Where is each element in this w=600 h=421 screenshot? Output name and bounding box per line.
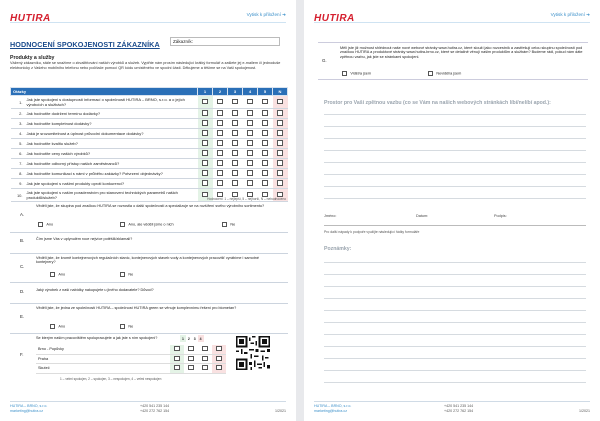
- checkbox-icon[interactable]: [232, 180, 237, 185]
- checkbox-icon[interactable]: [217, 120, 222, 125]
- rating-cell[interactable]: [243, 149, 258, 159]
- checkbox-icon[interactable]: [217, 160, 222, 165]
- table-row: [36, 345, 226, 354]
- rating-cell[interactable]: [228, 159, 243, 169]
- checkbox-icon[interactable]: [188, 356, 193, 361]
- checkbox-icon[interactable]: [222, 222, 227, 227]
- row-number: 1.: [11, 96, 25, 109]
- zakaznik-field[interactable]: Zákazník:: [170, 37, 280, 46]
- row-number: 7.: [11, 159, 25, 169]
- footer-phones: +420 541 235 144 +420 272 762 154: [444, 404, 474, 413]
- question-number: E.: [20, 314, 25, 319]
- checkbox-icon[interactable]: [202, 160, 207, 165]
- checkbox-icon[interactable]: [277, 120, 282, 125]
- checkbox-icon[interactable]: [174, 356, 179, 361]
- checkbox-icon[interactable]: [216, 365, 221, 370]
- rating-cell[interactable]: [184, 345, 198, 354]
- checkbox-icon[interactable]: [174, 365, 179, 370]
- name-label: Jméno:: [324, 214, 337, 218]
- checkbox-icon[interactable]: [120, 222, 125, 227]
- footer-company: HUTIRA – BRNO, s.r.o. marketing@hutira.cz: [10, 404, 48, 413]
- checkbox-icon[interactable]: [247, 140, 252, 145]
- rating-cell[interactable]: [198, 179, 213, 189]
- rating-cell[interactable]: [273, 96, 288, 109]
- rating-cell[interactable]: [273, 119, 288, 129]
- rating-cell[interactable]: [213, 159, 228, 169]
- option-ano[interactable]: Ano: [38, 222, 53, 227]
- checkbox-icon[interactable]: [247, 160, 252, 165]
- table-row: [11, 169, 288, 179]
- footer-divider: [10, 401, 286, 402]
- rating-cell[interactable]: [228, 109, 243, 119]
- workplace-rating-table: [36, 345, 226, 374]
- rating-cell[interactable]: [198, 345, 212, 354]
- rating-cell[interactable]: [198, 149, 213, 159]
- question-number: F.: [20, 352, 24, 357]
- rating-cell[interactable]: [273, 109, 288, 119]
- table-row: [11, 179, 288, 189]
- intro-text: Vážený zákazníku, stále se snažíme o zkvalitňování našich výrobků a služeb. Vyplňte nám prosím následující krátký formulář a zašlete jej e-mailem či jednoduše elektronicky z Vašeho mobilního telefonu nebo počítače pomocí QR kódu umístěného ve spodní části. Děkujeme a těšíme se na Vaši spokojenost.: [10, 61, 281, 70]
- rating-cell[interactable]: [258, 139, 273, 149]
- question-text: Věděli jste, že jedna ze společností HUTIRA – společnost HUTIRA green se věnuje komplexnímu řešení pro biometan?: [36, 306, 237, 310]
- col-header-3: 3: [193, 336, 196, 341]
- checkbox-icon[interactable]: [202, 120, 207, 125]
- question-e: [10, 304, 288, 334]
- row-number: 5.: [11, 139, 25, 149]
- checkbox-icon[interactable]: [262, 170, 267, 175]
- rating-cell[interactable]: [228, 139, 243, 149]
- footer-phones: +420 541 235 144 +420 272 762 154: [140, 404, 170, 413]
- checkbox-icon[interactable]: [216, 346, 221, 351]
- row-question: Jak jste spokojeni s dostupností informací o společnosti HUTIRA – BRNO, s.r.o. a o jejích výrobcích a službách?: [25, 96, 198, 109]
- rating-cell[interactable]: [243, 109, 258, 119]
- rating-cell[interactable]: [228, 129, 243, 139]
- question-a: [10, 202, 288, 233]
- row-question: Jaká je srozumitelnost a úplnost průvodní dokumentace dodávky?: [25, 129, 198, 139]
- rating-cell[interactable]: [198, 139, 213, 149]
- checkbox-icon[interactable]: [277, 170, 282, 175]
- rating-cell[interactable]: [228, 179, 243, 189]
- checkbox-icon[interactable]: [232, 99, 237, 104]
- checkbox-icon[interactable]: [262, 140, 267, 145]
- checkbox-icon[interactable]: [262, 99, 267, 104]
- rating-cell[interactable]: [243, 96, 258, 109]
- row-number: 10.: [11, 189, 25, 202]
- checkbox-icon[interactable]: [217, 170, 222, 175]
- rating-cell[interactable]: [198, 109, 213, 119]
- rating-cell[interactable]: [198, 96, 213, 109]
- checkbox-icon[interactable]: [277, 160, 282, 165]
- col-header-1: 1: [182, 336, 184, 341]
- option-ne[interactable]: Ne: [120, 272, 133, 277]
- checkbox-icon[interactable]: [38, 222, 43, 227]
- option-ano[interactable]: Ano: [50, 324, 65, 329]
- checkbox-icon[interactable]: [217, 150, 222, 155]
- table-row: [36, 364, 226, 374]
- table-row: [11, 139, 288, 149]
- table-row: [11, 119, 288, 129]
- checkbox-icon[interactable]: [232, 110, 237, 115]
- checkbox-icon[interactable]: [247, 150, 252, 155]
- workplace-name: Praha: [36, 354, 170, 364]
- rating-cell[interactable]: [213, 109, 228, 119]
- checkbox-icon[interactable]: [247, 110, 252, 115]
- workplace-rating-head: [180, 335, 204, 342]
- table-row: [36, 354, 226, 364]
- col-header-4: 4: [199, 336, 202, 341]
- checkbox-icon[interactable]: [232, 140, 237, 145]
- checkbox-icon[interactable]: [247, 99, 252, 104]
- checkbox-icon[interactable]: [202, 110, 207, 115]
- checkbox-icon[interactable]: [120, 324, 125, 329]
- table-row: [11, 159, 288, 169]
- row-question: Jak hodnotíte dodržení termínu dodávky?: [25, 109, 198, 119]
- checkbox-icon[interactable]: [247, 120, 252, 125]
- rating-cell[interactable]: [198, 159, 213, 169]
- page-2: [304, 0, 600, 421]
- table-row: [11, 149, 288, 159]
- checkbox-icon[interactable]: [217, 99, 222, 104]
- checkbox-icon[interactable]: [217, 130, 222, 135]
- row-question: Jak hodnotíte kvalitu služeb?: [25, 139, 198, 149]
- checkbox-icon[interactable]: [202, 170, 207, 175]
- rating-cell[interactable]: [213, 96, 228, 109]
- question-g: [318, 42, 588, 80]
- checkbox-icon[interactable]: [202, 346, 207, 351]
- rating-cell[interactable]: [198, 169, 213, 179]
- option-ne[interactable]: Ne: [120, 324, 133, 329]
- checkbox-icon[interactable]: [342, 71, 347, 76]
- question-d[interactable]: [10, 283, 288, 304]
- rating-legend: Hodnocení: 1 – nejlepší, 5 – nejhorší, N – nehodnoceno: [207, 197, 286, 201]
- question-b[interactable]: [10, 233, 288, 254]
- checkbox-icon[interactable]: [174, 346, 179, 351]
- rating-cell[interactable]: [273, 139, 288, 149]
- question-text: Věděli jste, že kromě kontejnerových regulačních stanic, kontejnerových staveb vody a kontejnerových pracovišť vyrábíme i samotné kontejnery?: [36, 256, 260, 265]
- rating-cell[interactable]: [258, 149, 273, 159]
- question-number: C.: [20, 264, 25, 269]
- rating-cell[interactable]: [258, 129, 273, 139]
- checkbox-icon[interactable]: [202, 150, 207, 155]
- header-link[interactable]: Vytisk k přiložení ➜: [246, 12, 286, 17]
- rating-cell[interactable]: [258, 179, 273, 189]
- workplace-name: Skuteč: [36, 364, 170, 374]
- checkbox-icon[interactable]: [216, 356, 221, 361]
- checkbox-icon[interactable]: [202, 180, 207, 185]
- checkbox-icon[interactable]: [202, 99, 207, 104]
- question-number: A.: [20, 212, 25, 217]
- rating-cell[interactable]: [213, 139, 228, 149]
- rating-cell[interactable]: [213, 169, 228, 179]
- checkbox-icon[interactable]: [262, 110, 267, 115]
- page-1: [0, 0, 296, 421]
- checkbox-icon[interactable]: [247, 130, 252, 135]
- rating-cell[interactable]: [212, 364, 226, 374]
- rating-cell[interactable]: [184, 364, 198, 374]
- table-row: [11, 109, 288, 119]
- question-text: Věděli jste, že skupina pod značkou HUTIRA se rozrostla o další společnosti a specializuje se na rozšíření svého výrobního sortimentu?: [36, 204, 265, 208]
- question-number: D.: [20, 289, 25, 294]
- checkbox-icon[interactable]: [217, 110, 222, 115]
- row-question: Jak hodnotíte odborný přístup našich zaměstnanců?: [25, 159, 198, 169]
- question-text: Se kterým naším pracovištěm spolupracujete a jak jste s ním spokojeni?: [36, 336, 158, 340]
- checkbox-icon[interactable]: [232, 130, 237, 135]
- rating-cell[interactable]: [243, 179, 258, 189]
- notes-heading: Poznámky:: [324, 246, 352, 252]
- checkbox-icon[interactable]: [232, 170, 237, 175]
- rating-cell[interactable]: [228, 96, 243, 109]
- footer-company: HUTIRA – BRNO, s.r.o. marketing@hutira.cz: [314, 404, 352, 413]
- row-number: 8.: [11, 169, 25, 179]
- row-number: 4.: [11, 129, 25, 139]
- header-divider: [314, 22, 590, 23]
- checkbox-icon[interactable]: [428, 71, 433, 76]
- col-header-n: N: [273, 88, 288, 96]
- qr-code-icon: [236, 336, 270, 370]
- option-ano-vedeli[interactable]: Ano, ale věděli jsme o nich: [120, 222, 174, 227]
- checkbox-icon[interactable]: [277, 110, 282, 115]
- rating-cell[interactable]: [228, 169, 243, 179]
- rating-cell[interactable]: [273, 129, 288, 139]
- col-header-questions: Otázky: [11, 88, 198, 96]
- checkbox-icon[interactable]: [232, 160, 237, 165]
- row-number: 3.: [11, 119, 25, 129]
- signature-label: Podpis:: [494, 214, 507, 218]
- rating-cell[interactable]: [258, 159, 273, 169]
- hutira-logo: HUTIRA: [10, 13, 51, 24]
- rating-cell[interactable]: [170, 345, 184, 354]
- rating-cell[interactable]: [170, 364, 184, 374]
- question-text: Čím jsme Vás v uplynulém roce nejvíce potěšili/zklamali?: [36, 237, 133, 241]
- rating-cell[interactable]: [243, 139, 258, 149]
- rating-cell[interactable]: [213, 149, 228, 159]
- rating-cell[interactable]: [258, 119, 273, 129]
- row-question: Jak jste spokojeni s našimi produkty oproti konkurenci?: [25, 179, 198, 189]
- date-label: Datum:: [416, 214, 429, 218]
- col-header-4: 4: [243, 88, 258, 96]
- row-question: Jak jste spokojeni s naším poradenstvím pro stanovení technických parametrů našich produktů/služeb?: [25, 189, 198, 202]
- rating-cell[interactable]: [198, 119, 213, 129]
- checkbox-icon[interactable]: [262, 120, 267, 125]
- col-header-2: 2: [213, 88, 228, 96]
- question-number: G.: [322, 58, 327, 63]
- checkbox-icon[interactable]: [202, 140, 207, 145]
- option-ano[interactable]: Ano: [50, 272, 65, 277]
- col-header-5: 5: [258, 88, 273, 96]
- qr-code[interactable]: [236, 336, 270, 370]
- rating-cell[interactable]: [273, 169, 288, 179]
- rating-cell[interactable]: [184, 354, 198, 364]
- header-divider: [10, 22, 286, 23]
- rating-table: [10, 87, 288, 202]
- footer-email[interactable]: marketing@hutira.cz: [314, 408, 348, 413]
- rating-cell[interactable]: [243, 159, 258, 169]
- row-question: Jak hodnotíte ceny našich výrobků?: [25, 149, 198, 159]
- checkbox-icon[interactable]: [217, 180, 222, 185]
- rating-cell[interactable]: [213, 119, 228, 129]
- rating-cell[interactable]: [212, 345, 226, 354]
- feedback-heading: Prostor pro Vaši zpětnou vazbu (co se Vám na našich webových stránkách líbí/nelíbí apod.):: [324, 100, 551, 106]
- rating-cell[interactable]: [243, 169, 258, 179]
- option-videl[interactable]: Viděl/a jsem: [342, 71, 371, 76]
- rating-cell[interactable]: [170, 354, 184, 364]
- checkbox-icon[interactable]: [247, 180, 252, 185]
- checkbox-icon[interactable]: [277, 150, 282, 155]
- question-c: [10, 254, 288, 283]
- rating-cell[interactable]: [213, 129, 228, 139]
- checkbox-icon[interactable]: [50, 324, 55, 329]
- checkbox-icon[interactable]: [277, 140, 282, 145]
- arrow-icon: ➜: [586, 12, 590, 17]
- scale-note: 1 – velmi spokojen, 2 – spokojen, 3 – nespokojen, 4 – velmi nespokojen: [60, 377, 162, 381]
- checkbox-icon[interactable]: [232, 120, 237, 125]
- section-subtitle: Produkty a služby: [10, 55, 55, 61]
- checkbox-icon[interactable]: [262, 150, 267, 155]
- checkbox-icon[interactable]: [120, 272, 125, 277]
- header-link[interactable]: Vytisk k přiložení ➜: [550, 12, 590, 17]
- checkbox-icon[interactable]: [262, 160, 267, 165]
- col-header-3: 3: [228, 88, 243, 96]
- hutira-logo: HUTIRA: [314, 13, 355, 24]
- rating-cell[interactable]: [243, 119, 258, 129]
- checkbox-icon[interactable]: [202, 130, 207, 135]
- checkbox-icon[interactable]: [188, 346, 193, 351]
- col-header-2: 2: [187, 336, 190, 341]
- checkbox-icon[interactable]: [247, 170, 252, 175]
- signature-line[interactable]: [324, 225, 586, 226]
- rating-cell[interactable]: [258, 109, 273, 119]
- rating-cell[interactable]: [228, 119, 243, 129]
- row-number: 9.: [11, 179, 25, 189]
- checkbox-icon[interactable]: [262, 130, 267, 135]
- checkbox-icon[interactable]: [188, 365, 193, 370]
- row-number: 2.: [11, 109, 25, 119]
- note-text: Pro další nápady k podpoře využijte následující řádky formuláře: [324, 230, 420, 234]
- rating-cell[interactable]: [258, 169, 273, 179]
- page-title: HODNOCENÍ SPOKOJENOSTI ZÁKAZNÍKA: [10, 40, 160, 49]
- workplace-name: Brno - Popůvky: [36, 345, 170, 354]
- checkbox-icon[interactable]: [277, 130, 282, 135]
- rating-cell[interactable]: [213, 179, 228, 189]
- checkbox-icon[interactable]: [232, 150, 237, 155]
- question-text: Měli jste již možnost shlédnout naše nové webové stránky www.hutira.cz, které slouží jako rozcestník a zastřešují celou skupinu společností pod značkou HUTIRA a produktové stránky www.hutira-brno.cz, které se detailně věnují našim produktům a službám? Budeme rádi, pokud nám dáte zpětnou vazbu, jak jste se stránkami spokojeni.: [340, 46, 583, 59]
- rating-cell[interactable]: [228, 149, 243, 159]
- rating-cell[interactable]: [198, 364, 212, 374]
- option-nevidel[interactable]: Neviděl/a jsem: [428, 71, 461, 76]
- footer-email[interactable]: marketing@hutira.cz: [10, 408, 44, 413]
- row-question: Jak hodnotíte komunikaci s námi v průběhu zakázky? Potvrzení objednávky?: [25, 169, 198, 179]
- rating-cell[interactable]: [198, 354, 212, 364]
- checkbox-icon[interactable]: [277, 99, 282, 104]
- rating-cell[interactable]: [258, 96, 273, 109]
- footer-page: 1/2021: [579, 408, 590, 413]
- rating-cell[interactable]: [198, 129, 213, 139]
- checkbox-icon[interactable]: [202, 365, 207, 370]
- rating-cell[interactable]: [273, 179, 288, 189]
- footer-page: 1/2021: [275, 408, 286, 413]
- question-number: B.: [20, 238, 25, 243]
- footer-divider: [314, 401, 590, 402]
- arrow-icon: ➜: [282, 12, 286, 17]
- checkbox-icon[interactable]: [202, 356, 207, 361]
- checkbox-icon[interactable]: [277, 180, 282, 185]
- rating-cell[interactable]: [212, 354, 226, 364]
- checkbox-icon[interactable]: [217, 140, 222, 145]
- question-text: Jaký výrobek z naší nabídky nakupujete u jiného dodavatele? Důvod?: [36, 288, 154, 292]
- table-row: [11, 129, 288, 139]
- rating-cell[interactable]: [243, 129, 258, 139]
- checkbox-icon[interactable]: [50, 272, 55, 277]
- table-row: [11, 96, 288, 109]
- option-ne[interactable]: Ne: [222, 222, 235, 227]
- rating-cell[interactable]: [273, 159, 288, 169]
- col-header-1: 1: [198, 88, 213, 96]
- row-number: 6.: [11, 149, 25, 159]
- checkbox-icon[interactable]: [262, 180, 267, 185]
- rating-cell[interactable]: [273, 149, 288, 159]
- row-question: Jak hodnotíte kompletnost dodávky?: [25, 119, 198, 129]
